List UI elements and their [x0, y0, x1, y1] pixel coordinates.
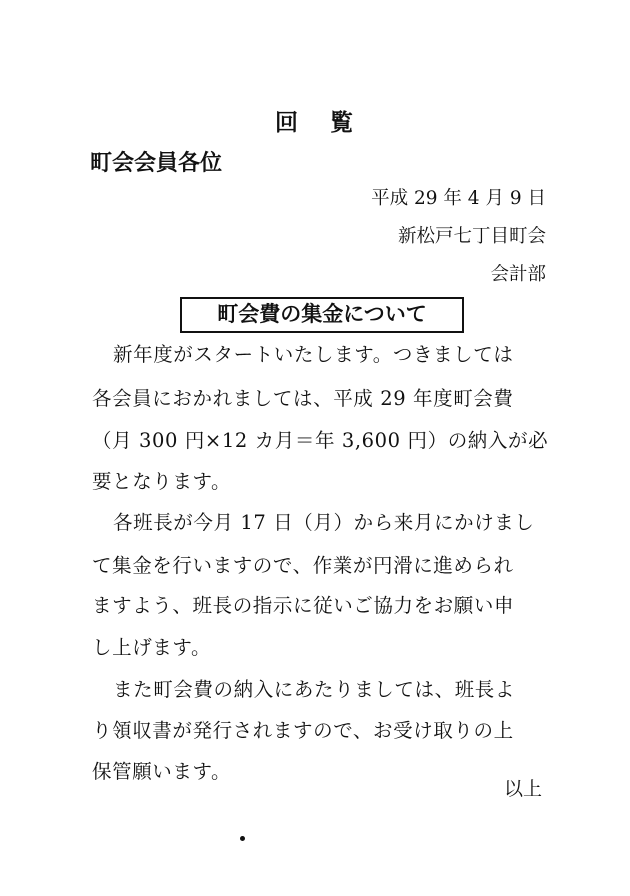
- body-line-2: 各会員におかれましては、平成 29 年度町会費: [92, 387, 514, 410]
- body-line-8: し上げます。: [92, 636, 212, 659]
- subject-title: 町会費の集金について: [180, 297, 464, 333]
- body-line-10: り領収書が発行されますので、お受け取りの上: [92, 719, 514, 742]
- body-line-7: ますよう、班長の指示に従いご協力をお願い申: [92, 594, 515, 617]
- body-line-1: 新年度がスタートいたします。つきましては: [113, 343, 514, 366]
- body-line-6: て集金を行いますので、作業が円滑に進められ: [92, 554, 514, 577]
- body-line-11: 保管願います。: [92, 760, 232, 783]
- heading-char-2: 覧: [330, 109, 355, 136]
- heading-char-1: 回: [275, 109, 300, 136]
- closing-remark: 以上: [503, 778, 542, 800]
- stray-dot: [240, 836, 245, 841]
- addressee: 町会会員各位: [90, 151, 223, 176]
- sender-department: 会計部: [490, 264, 546, 285]
- sender-organization: 新松戸七丁目町会: [397, 226, 546, 247]
- body-line-9: また町会費の納入にあたりましては、班長よ: [113, 678, 516, 701]
- body-line-3: （月 300 円×12 カ月＝年 3,600 円）の納入が必: [92, 429, 549, 452]
- issue-date: 平成 29 年 4 月 9 日: [371, 188, 546, 209]
- body-line-4: 要となります。: [92, 470, 232, 493]
- body-line-5: 各班長が今月 17 日（月）から来月にかけまし: [113, 511, 535, 534]
- document-heading: [0, 104, 630, 137]
